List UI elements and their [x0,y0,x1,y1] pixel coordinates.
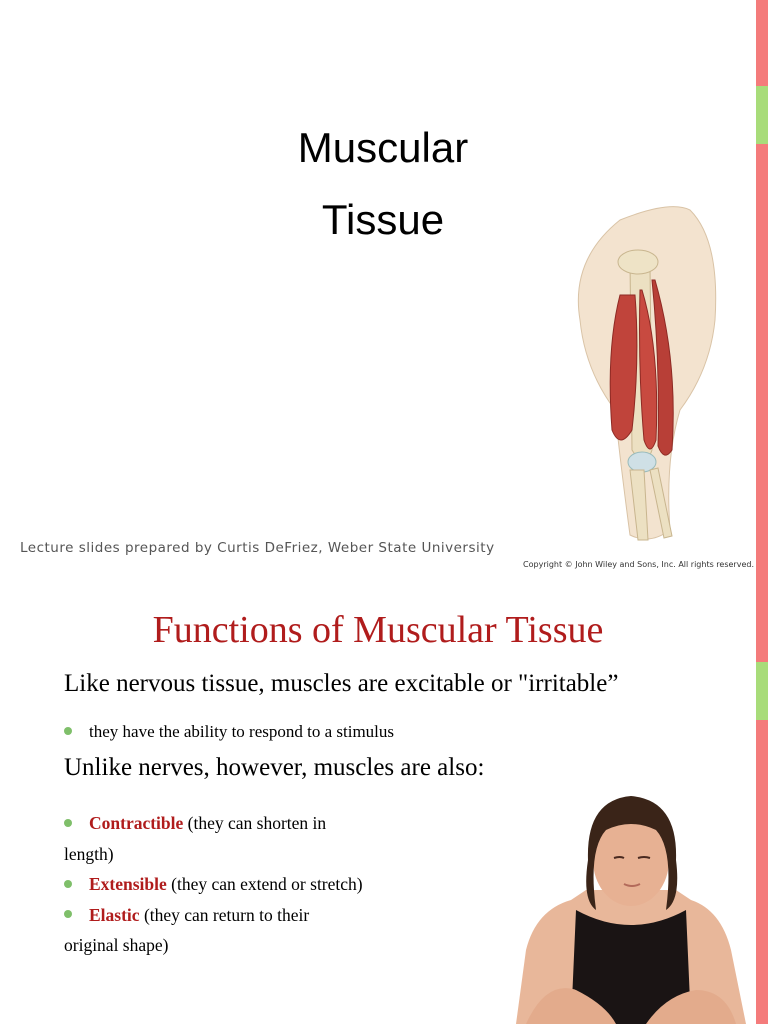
property-term: Elastic [89,904,140,925]
accent-bar [756,0,768,1024]
property-term: Extensible [89,874,167,894]
list-item [64,808,364,869]
slide-functions [0,586,756,1024]
property-list [64,808,364,961]
stretching-woman-photo [516,790,746,1024]
bullet-dot-icon [64,910,72,918]
accent-segment-red [756,0,768,86]
property-desc: (they can extend or stretch) [166,874,363,894]
arm-muscle-illustration [560,200,750,550]
statement-excitable: Like nervous tissue, muscles are excitable or "irritable” [64,670,619,697]
accent-segment-green [756,86,768,144]
accent-segment-red [756,720,768,1024]
list-item [64,900,364,961]
bullet-dot-icon [64,880,72,888]
list-item [64,869,364,900]
bullet-dot-icon [64,727,72,735]
credit-text: Lecture slides prepared by Curtis DeFriez, Weber State University [20,540,495,556]
bullet-stimulus [64,722,394,742]
title-line-2: Tissue [321,196,445,243]
property-desc: (they can shorten in length) [64,813,327,864]
accent-segment-green [756,662,768,720]
statement-also: Unlike nerves, however, muscles are also: [64,754,485,781]
slide-functions-title: Functions of Muscular Tissue [152,609,604,651]
bullet-dot-icon [64,819,72,827]
title-line-1: Muscular [297,124,469,171]
property-term: Contractible [89,813,184,833]
accent-segment-red [756,144,768,662]
copyright-text: Copyright © John Wiley and Sons, Inc. All rights reserved. [523,560,754,569]
bullet-stimulus-text: they have the ability to respond to a stimulus [89,722,395,741]
property-desc: (they can return to their original shape) [64,904,310,955]
